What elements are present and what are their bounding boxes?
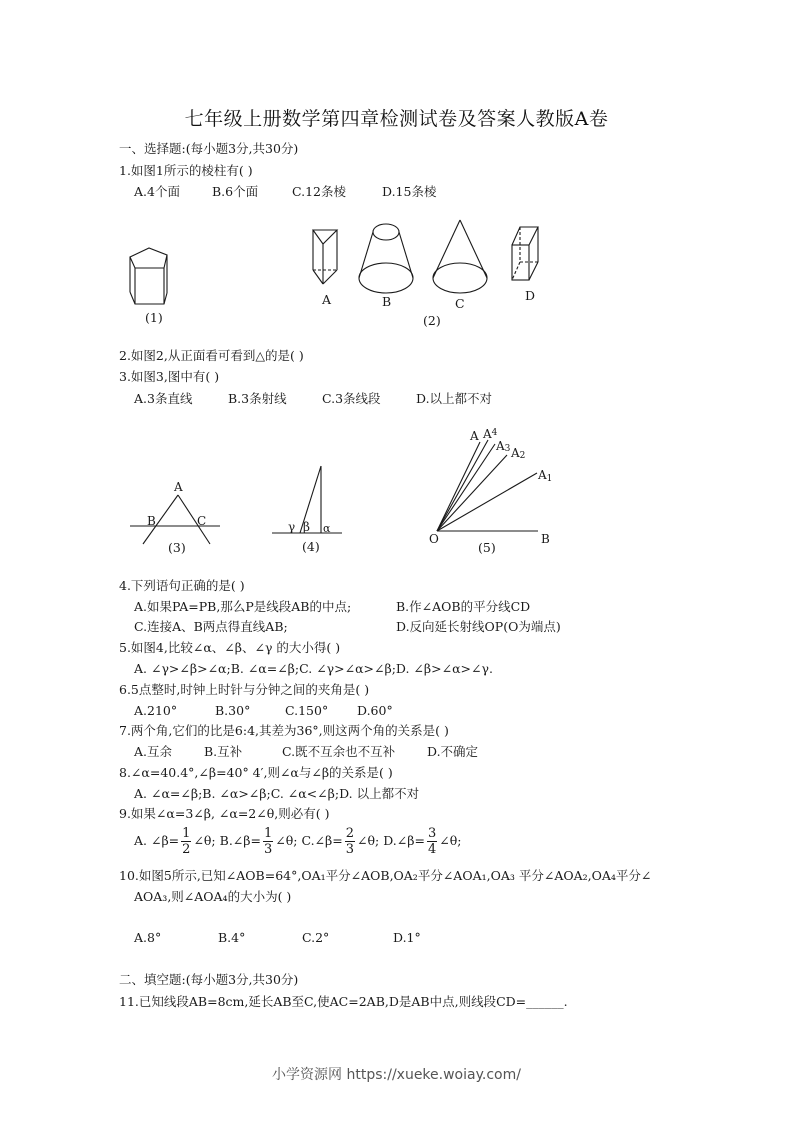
q1-option-a: A.4个面 [134,184,180,199]
figure-4-angle-gamma: γ [288,520,296,534]
question-7-stem: 7.两个角,它们的比是6:4,其差为36°,则这两个角的关系是( ) [119,723,449,738]
figure-5-point-a: A [470,429,479,443]
q1-option-c: C.12条棱 [292,184,346,199]
figure-5-point-b: B [541,532,550,546]
q6-option-a: A.210° [134,703,178,718]
q7-option-a: A.互余 [134,744,173,759]
question-6-stem: 6.5点整时,时钟上时针与分钟之间的夹角是( ) [119,682,370,697]
figure-5-point-a3: A3 [496,439,511,454]
page-title: 七年级上册数学第四章检测试卷及答案人教版A卷 [184,108,609,130]
figure-2-solids [300,215,560,315]
q9-option-b: B.∠β= $\frac{1}{3}$ ∠θ; [219,826,298,857]
q10-option-a: A.8° [134,930,162,945]
figure-5-point-o: O [429,532,439,546]
q4-option-a: A.如果PA=PB,那么P是线段AB的中点; [134,599,352,614]
fraction: $\frac{1}{2}$ [182,826,191,857]
question-3-stem: 3.如图3,图中有( ) [119,369,220,384]
figure-1-pentagonal-prism [125,240,185,310]
q3-option-b: B.3条射线 [228,391,287,406]
figure-3-point-b: B [147,514,156,528]
q5-options: A. ∠γ>∠β>∠α;B. ∠α=∠β;C. ∠γ>∠α>∠β;D. ∠β>∠α>∠γ. [134,661,493,676]
fraction: $\frac{1}{3}$ [263,826,273,857]
q4-option-c: C.连接A、B两点得直线AB; [134,619,288,634]
question-4-stem: 4.下列语句正确的是( ) [119,578,245,593]
q7-option-b: B.互补 [204,744,243,759]
figure-3-triangle-lines [125,475,225,545]
footer-watermark: 小学资源网 https://xueke.woiay.com/ [272,1067,521,1083]
question-9-stem: 9.如果∠α=3∠β, ∠α=2∠θ,则必有( ) [119,806,330,821]
figure-1-caption: (1) [145,310,163,325]
figure-2-label-c: C [455,296,465,311]
q10-option-c: C.2° [302,930,330,945]
q6-option-d: D.60° [357,703,393,718]
q9-options [134,826,461,857]
figure-4-angle-alpha: α [323,522,331,535]
q10-option-b: B.4° [218,930,246,945]
figure-2-label-b: B [382,294,392,309]
q1-option-b: B.6个面 [212,184,259,199]
question-10-stem-line1: 10.如图5所示,已知∠AOB=64°,OA₁平分∠AOB,OA₂平分∠AOA₁,OA₃ 平分∠AOA₂,OA₄平分∠ [119,868,652,883]
figure-2-label-a: A [322,292,332,307]
q3-option-a: A.3条直线 [134,391,193,406]
q4-option-d: D.反向延长射线OP(O为端点) [396,619,561,634]
figure-3-point-a: A [174,480,183,494]
q1-option-d: D.15条棱 [382,184,437,199]
figure-3-point-c: C [197,514,207,528]
q7-option-d: D.不确定 [427,744,479,759]
q6-option-c: C.150° [285,703,329,718]
question-5-stem: 5.如图4,比较∠α、∠β、∠γ 的大小得( ) [119,640,341,655]
figure-3-caption: (3) [168,540,186,555]
q3-option-c: C.3条线段 [322,391,381,406]
q6-option-b: B.30° [215,703,251,718]
figure-4-caption: (4) [302,539,320,554]
q10-option-d: D.1° [393,930,421,945]
q7-option-c: C.既不互余也不互补 [282,744,396,759]
q8-options: A. ∠α=∠β;B. ∠α>∠β;C. ∠α<∠β;D. 以上都不对 [134,786,420,801]
q9-option-a: A. ∠β= $\frac{1}{2}$ ∠θ; [134,826,216,857]
fraction: $\frac{2}{3}$ [345,826,355,857]
q3-option-d: D.以上都不对 [416,391,493,406]
section-heading-choice: 一、选择题:(每小题3分,共30分) [119,141,299,156]
question-1-stem: 1.如图1所示的棱柱有( ) [119,163,253,178]
question-11-stem: 11.已知线段AB=8cm,延长AB至C,使AC=2AB,D是AB中点,则线段CD=______. [119,994,568,1009]
q9-option-c: C.∠β= $\frac{2}{3}$ ∠θ; [301,826,380,857]
figure-5-point-a4: $A^4$ [483,427,498,441]
figure-4-angle-beta: β [303,520,310,534]
fraction: $\frac{3}{4}$ [427,826,437,857]
q9-option-d: D.∠β= $\frac{3}{4}$ ∠θ; [383,826,462,857]
figure-2-label-d: D [525,288,536,303]
question-8-stem: 8.∠α=40.4°,∠β=40° 4′,则∠α与∠β的关系是( ) [119,765,393,780]
section-heading-fill-in: 二、填空题:(每小题3分,共30分) [119,972,299,987]
question-2-stem: 2.如图2,从正面看可看到△的是( ) [119,348,304,363]
figure-2-caption: (2) [423,313,441,328]
question-10-stem-line2: AOA₃,则∠AOA₄的大小为( ) [134,889,292,904]
figure-5-point-a1: A1 [538,468,553,484]
figure-5-point-a2: A2 [511,446,526,461]
figure-5-angle-bisectors [425,425,565,545]
q4-option-b: B.作∠AOB的平分线CD [396,599,531,614]
figure-4-angles [270,462,350,537]
figure-5-caption: (5) [478,540,496,555]
